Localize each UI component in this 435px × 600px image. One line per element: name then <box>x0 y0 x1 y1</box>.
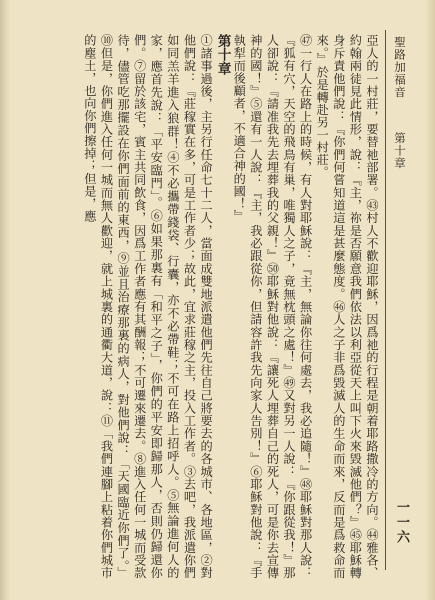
header-divider-rule <box>385 30 386 570</box>
paragraph-2: ㊼一行人在路上的時候，有人對耶穌說：『主，無論你往何處去，我必追隨！』㊽耶穌對那人說：『狐有穴，天空的飛鳥有巢，唯獨人之子，竟無枕頭之處！』㊾又對另一人說：『你跟從我！』那人卻說：『請准我先去埋葬我的父親！』㊿耶穌對他說：『讓死人埋葬自己的死人，可是你去宣傳神的國！』⑤還有一人說：『主，我必跟從你，但請容許我先向家人告別！』⑥耶穌對他說：『手執犁而後顧者，不適合神的國！』 <box>232 34 313 579</box>
page-number: 一一六 <box>394 500 409 545</box>
page-edge-shadow-left <box>0 0 10 600</box>
paragraph-3: ①諸事過後，主另行任命七十二人，當面成雙地派遣他們先往自己將要去的各城市、各地區，②對他們說：『莊稼實在多，可是工作者少；故此，宜求莊稼之主，投入工作者。③去吧，我派遣你們如同羔羊進入狼群！④不必攜帶錢袋、行囊，亦不必帶鞋；不可在路上招呼人。⑤無論進何人的家，應首先說：「平安臨門」。⑥如果那裏有「和平之子」，你們的平安即歸那人，否則仍歸還你們。⑦留於該宅，賓主共同飲食，因爲工作者應有其酬報；不可遷來遷去。⑧進入任何一城而受款待，儘管吃那擺設在你們面前的東西，⑨並且治療那裏的病人，對他們說：「天國臨近你們了。」⑩但是，你們進入任何一城而無人歡迎，就上城裏的通衢大道，說：⑪「我們連腳上粘着你們城市的塵土，也向你們擦掉；但是，應 <box>82 34 214 579</box>
chapter-heading: 第十章 <box>214 34 231 76</box>
page-edge-shadow-right <box>425 0 435 600</box>
paragraph-1: 亞人的一村莊，要替祂部署。㊸村人不歡迎耶穌，因爲祂的行程是朝着耶路撒冷的方向。㊹雅各、約翰兩徒見此情形，說：『主，祢是否願意我們依法以利亞從天上叫下火來毀滅他們？』㊺耶穌轉身斥責他們說：『你們何嘗知道這是甚麼態度。㊻人之子非爲毀滅人的生命而來，反而是爲救命而來。』於是轉赴另一村莊。 <box>315 34 379 579</box>
running-header-book-title: 聖路加福音 <box>393 36 407 99</box>
running-header-chapter: 第十章 <box>393 132 407 170</box>
body-text <box>16 34 380 579</box>
